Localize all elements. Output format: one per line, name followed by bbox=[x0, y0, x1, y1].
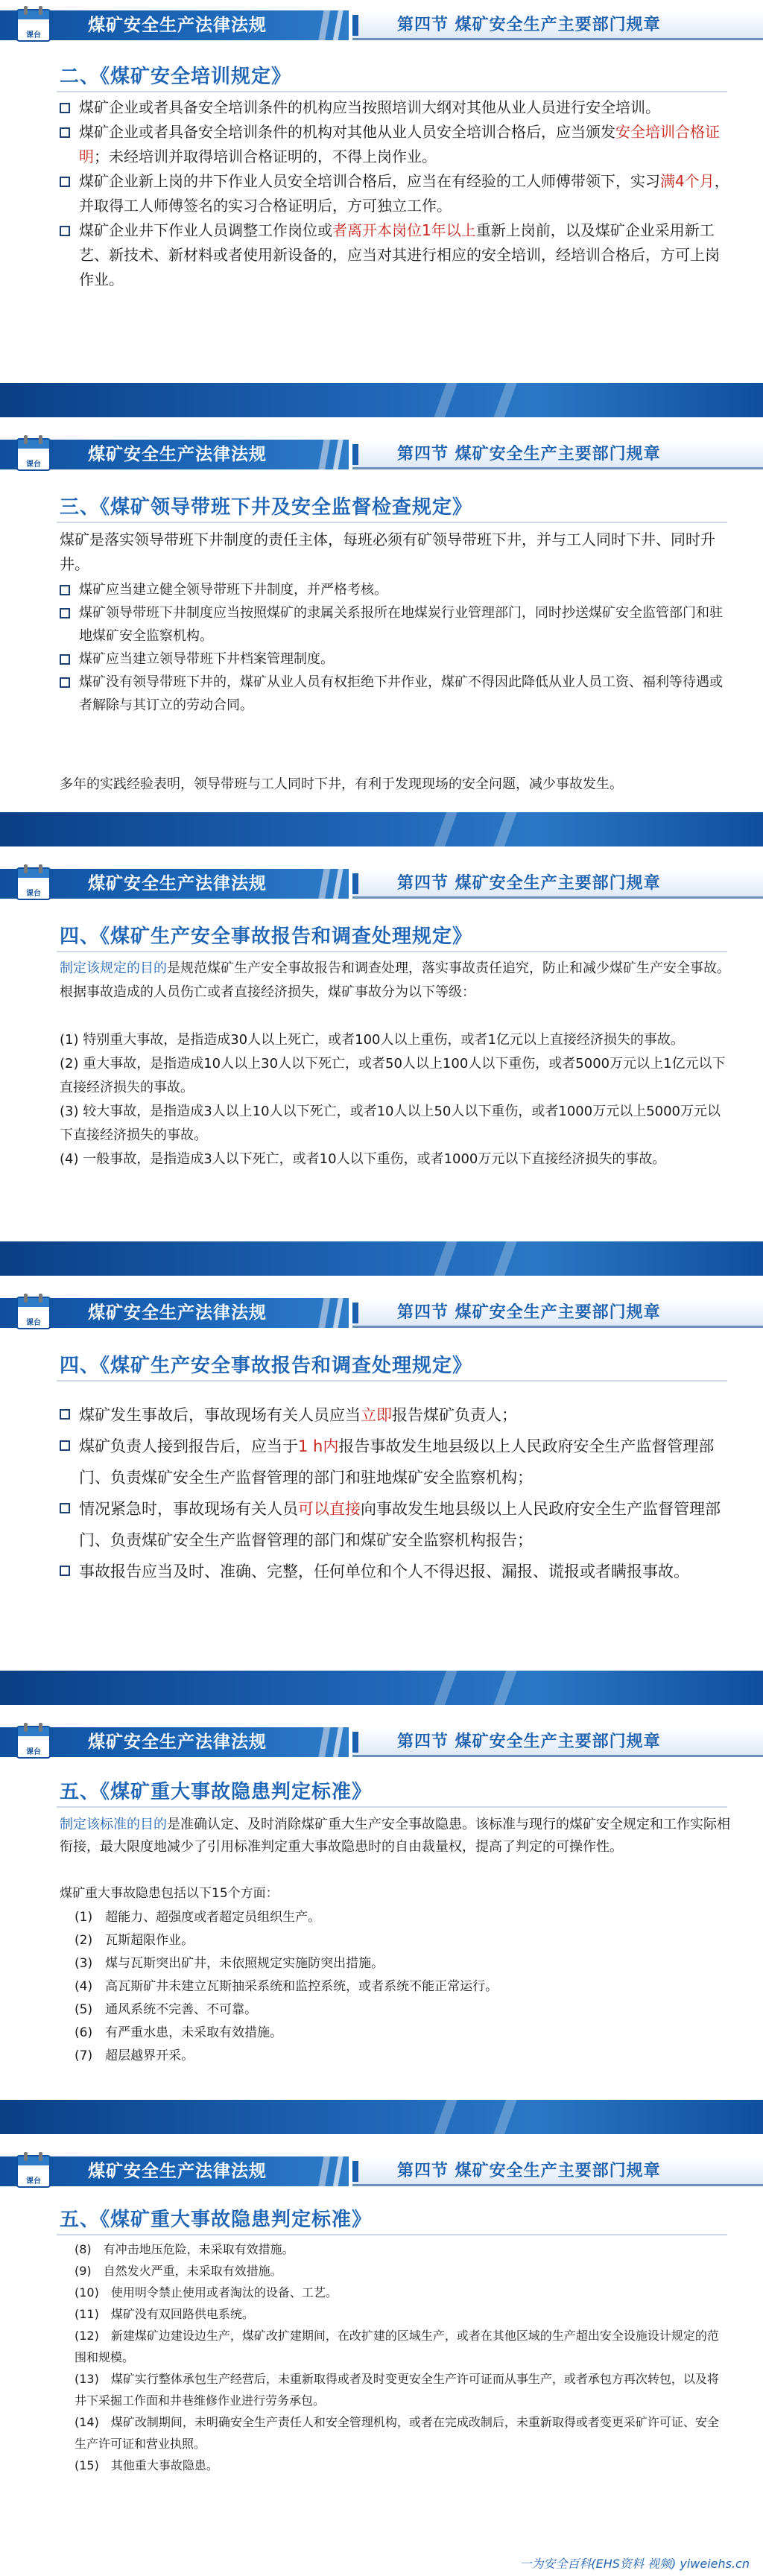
slide-header bbox=[0, 1288, 763, 1337]
list-item: 煤矿没有领导带班下井的，煤矿从业人员有权拒绝下井作业，煤矿不得因此降低从业人员工资、福利等待遇或者解除与其订立的劳动合同。 bbox=[60, 671, 730, 717]
list-item: (11) 煤矿没有双回路供电系统。 bbox=[75, 2307, 254, 2321]
list-item: 煤矿应当建立领导带班下井档案管理制度。 bbox=[60, 648, 730, 671]
header-left-title: 煤矿安全生产法律法规 bbox=[88, 874, 267, 893]
slide-header bbox=[0, 1717, 763, 1766]
bullet-list bbox=[60, 95, 730, 292]
header-accent-bar bbox=[352, 1732, 358, 1753]
accident-levels bbox=[60, 1028, 730, 1171]
list-item: 煤矿应当建立健全领导带班下井制度，并严格考核。 bbox=[60, 578, 730, 601]
logo-text: 课台 bbox=[26, 1748, 41, 1756]
list-item: 煤矿负责人接到报告后，应当于1 h内报告事故发生地县级以上人民政府安全生产监督管理部门、负责煤矿安全生产监督管理的部门和驻地煤矿安全监察机构； bbox=[60, 1431, 730, 1493]
section-title: 四、《煤矿生产安全事故报告和调查处理规定》 bbox=[60, 1355, 473, 1377]
site-watermark: 一为安全百科(EHS资料 视频) yiweiehs.cn bbox=[519, 2557, 750, 2571]
list-item: (1) 特别重大事故，是指造成30人以上死亡，或者100人以上重伤，或者1亿元以上直接经济损失的事故。 bbox=[60, 1032, 684, 1048]
calendar-logo-icon bbox=[13, 1720, 55, 1763]
list-item: 煤矿企业井下作业人员调整工作岗位或者离开本岗位1年以上重新上岗前，以及煤矿企业采用新工艺、新技术、新材料或者使用新设备的，应当对其进行相应的安全培训，经培训合格后，方可上岗作业。 bbox=[60, 218, 730, 292]
slide-footer-band bbox=[0, 383, 763, 417]
list-item: (15) 其他重大事故隐患。 bbox=[75, 2458, 218, 2472]
section-title: 三、《煤矿领导带班下井及安全监督检查规定》 bbox=[60, 496, 473, 519]
header-accent-bar bbox=[352, 1303, 358, 1323]
slide-header bbox=[0, 858, 763, 908]
header-right-band bbox=[352, 1727, 763, 1757]
list-item: 煤矿企业或者具备安全培训条件的机构对其他从业人员安全培训合格后，应当颁发安全培训合格证明；未经培训并取得培训合格证明的，不得上岗作业。 bbox=[60, 120, 730, 169]
slide-header bbox=[0, 0, 763, 49]
list-item: (7) 超层越界开采。 bbox=[75, 2048, 194, 2063]
list-item: 煤矿发生事故后，事故现场有关人员应当立即报告煤矿负责人； bbox=[60, 1399, 730, 1431]
list-item: (8) 有冲击地压危险，未采取有效措施。 bbox=[75, 2242, 294, 2256]
logo-text: 课台 bbox=[26, 31, 41, 39]
intro-paragraph: 煤矿是落实领导带班下井制度的责任主体，每班必须有矿领导带班下井，并与工人同时下井、同时升井。 bbox=[60, 531, 715, 573]
slide-header bbox=[0, 429, 763, 478]
header-right-band bbox=[352, 1298, 763, 1328]
outro-paragraph: 多年的实践经验表明，领导带班与工人同时下井，有利于发现现场的安全问题，减少事故发生。 bbox=[60, 776, 623, 792]
lead-paragraph: 制定该规定的目的是规范煤矿生产安全事故报告和调查处理，落实事故责任追究，防止和减少煤矿生产安全事故。根据事故造成的人员伤亡或者直接经济损失，煤矿事故分为以下等级： bbox=[60, 961, 730, 1000]
hazard-list bbox=[60, 2238, 730, 2476]
header-right-title: 第四节 煤矿安全生产主要部门规章 bbox=[397, 16, 661, 34]
header-right-band bbox=[352, 440, 763, 469]
slide-footer-band bbox=[0, 1241, 763, 1276]
list-item: (1) 超能力、超强度或者超定员组织生产。 bbox=[75, 1910, 321, 1925]
lead-paragraph: 制定该标准的目的是准确认定、及时消除煤矿重大生产安全事故隐患。该标准与现行的煤矿安全规定和工作实际相衔接，最大限度地减少了引用标准判定重大事故隐患时的自由裁量权，提高了判定的可操作性。 bbox=[60, 1817, 730, 1855]
calendar-logo-icon bbox=[13, 2149, 55, 2192]
header-left-title: 煤矿安全生产法律法规 bbox=[88, 1303, 267, 1323]
header-right-title: 第四节 煤矿安全生产主要部门规章 bbox=[397, 1303, 661, 1322]
header-accent-bar bbox=[352, 2161, 358, 2182]
header-left-title: 煤矿安全生产法律法规 bbox=[88, 1732, 267, 1752]
list-item: 煤矿企业或者具备安全培训条件的机构应当按照培训大纲对其他从业人员进行安全培训。 bbox=[60, 95, 730, 120]
section-title: 五、《煤矿重大事故隐患判定标准》 bbox=[60, 2209, 373, 2231]
section-divider bbox=[57, 1806, 727, 1808]
slide-1 bbox=[0, 0, 763, 417]
bullet-list bbox=[60, 1399, 730, 1587]
header-right-band bbox=[352, 2156, 763, 2186]
header-left-title: 煤矿安全生产法律法规 bbox=[88, 445, 267, 464]
calendar-logo-icon bbox=[13, 3, 55, 46]
list-item: 情况紧急时，事故现场有关人员可以直接向事故发生地县级以上人民政府安全生产监督管理部门、负责煤矿安全生产监督管理的部门和煤矿安全监察机构报告； bbox=[60, 1493, 730, 1556]
logo-text: 课台 bbox=[26, 461, 41, 469]
list-item: (4) 一般事故，是指造成3人以下死亡，或者10人以下重伤，或者1000万元以下直接经济损失的事故。 bbox=[60, 1151, 666, 1167]
count-line: 煤矿重大事故隐患包括以下15个方面： bbox=[60, 1886, 279, 1901]
slide-6 bbox=[0, 2146, 763, 2576]
list-item: (4) 高瓦斯矿井未建立瓦斯抽采系统和监控系统，或者系统不能正常运行。 bbox=[75, 1979, 498, 1994]
header-accent-bar bbox=[352, 444, 358, 465]
header-accent-bar bbox=[352, 873, 358, 894]
section-divider bbox=[57, 522, 727, 523]
logo-text: 课台 bbox=[26, 2177, 41, 2186]
list-item: 煤矿领导带班下井制度应当按照煤矿的隶属关系报所在地煤炭行业管理部门，同时抄送煤矿安全监管部门和驻地煤矿安全监察机构。 bbox=[60, 601, 730, 648]
slide-4 bbox=[0, 1288, 763, 1705]
lead-highlight: 制定该标准的目的 bbox=[60, 1817, 167, 1832]
list-item: 事故报告应当及时、准确、完整，任何单位和个人不得迟报、漏报、谎报或者瞒报事故。 bbox=[60, 1556, 730, 1587]
slide-3 bbox=[0, 858, 763, 1276]
slide-footer-band bbox=[0, 2100, 763, 2134]
slide-2 bbox=[0, 429, 763, 846]
list-item: (3) 较大事故，是指造成3人以上10人以下死亡，或者10人以上50人以下重伤，或者1000万元以上5000万元以下直接经济损失的事故。 bbox=[60, 1104, 721, 1143]
header-right-band bbox=[352, 10, 763, 40]
bullet-list bbox=[60, 578, 730, 717]
section-divider bbox=[57, 91, 727, 92]
list-item: (10) 使用明令禁止使用或者淘汰的设备、工艺。 bbox=[75, 2285, 338, 2300]
list-item: (2) 重大事故，是指造成10人以上30人以下死亡，或者50人以上100人以下重伤，或者5000万元以上1亿元以下直接经济损失的事故。 bbox=[60, 1056, 726, 1095]
header-accent-bar bbox=[352, 15, 358, 36]
slide-footer-band bbox=[0, 812, 763, 846]
section-title: 四、《煤矿生产安全事故报告和调查处理规定》 bbox=[60, 925, 473, 948]
header-right-title: 第四节 煤矿安全生产主要部门规章 bbox=[397, 2162, 661, 2180]
section-divider bbox=[57, 951, 727, 952]
hazard-list bbox=[60, 1906, 730, 2068]
section-divider bbox=[57, 1380, 727, 1382]
slide-header bbox=[0, 2146, 763, 2195]
header-left-title: 煤矿安全生产法律法规 bbox=[88, 2162, 267, 2181]
slide-footer-band bbox=[0, 1671, 763, 1705]
header-right-title: 第四节 煤矿安全生产主要部门规章 bbox=[397, 445, 661, 463]
header-right-title: 第四节 煤矿安全生产主要部门规章 bbox=[397, 1732, 661, 1751]
header-right-title: 第四节 煤矿安全生产主要部门规章 bbox=[397, 874, 661, 893]
slide-5 bbox=[0, 1717, 763, 2134]
list-item: (9) 自然发火严重，未采取有效措施。 bbox=[75, 2264, 282, 2278]
calendar-logo-icon bbox=[13, 432, 55, 475]
list-item: 煤矿企业新上岗的井下作业人员安全培训合格后，应当在有经验的工人师傅带领下，实习满4个月，并取得工人师傅签名的实习合格证明后，方可独立工作。 bbox=[60, 169, 730, 218]
list-item: (14) 煤矿改制期间，未明确安全生产责任人和安全管理机构，或者在完成改制后，未重新取得或者变更采矿许可证、安全生产许可证和营业执照。 bbox=[75, 2415, 719, 2451]
list-item: (2) 瓦斯超限作业。 bbox=[75, 1933, 194, 1948]
calendar-logo-icon bbox=[13, 861, 55, 905]
header-right-band bbox=[352, 869, 763, 899]
section-title: 五、《煤矿重大事故隐患判定标准》 bbox=[60, 1781, 373, 1803]
list-item: (3) 煤与瓦斯突出矿井，未依照规定实施防突出措施。 bbox=[75, 1956, 384, 1971]
header-left-title: 煤矿安全生产法律法规 bbox=[88, 16, 267, 35]
list-item: (5) 通风系统不完善、不可靠。 bbox=[75, 2002, 258, 2017]
list-item: (12) 新建煤矿边建设边生产，煤矿改扩建期间，在改扩建的区域生产，或者在其他区域的生产超出安全设施设计规定的范围和规模。 bbox=[75, 2329, 719, 2364]
section-title: 二、《煤矿安全培训规定》 bbox=[60, 66, 292, 88]
list-item: (13) 煤矿实行整体承包生产经营后，未重新取得或者及时变更安全生产许可证而从事生产，或者承包方再次转包，以及将井下采掘工作面和井巷维修作业进行劳务承包。 bbox=[75, 2372, 719, 2408]
section-divider bbox=[57, 2234, 727, 2235]
calendar-logo-icon bbox=[13, 1291, 55, 1334]
lead-highlight: 制定该规定的目的 bbox=[60, 961, 167, 976]
logo-text: 课台 bbox=[26, 890, 41, 898]
list-item: (6) 有严重水患，未采取有效措施。 bbox=[75, 2025, 283, 2040]
logo-text: 课台 bbox=[26, 1319, 41, 1327]
